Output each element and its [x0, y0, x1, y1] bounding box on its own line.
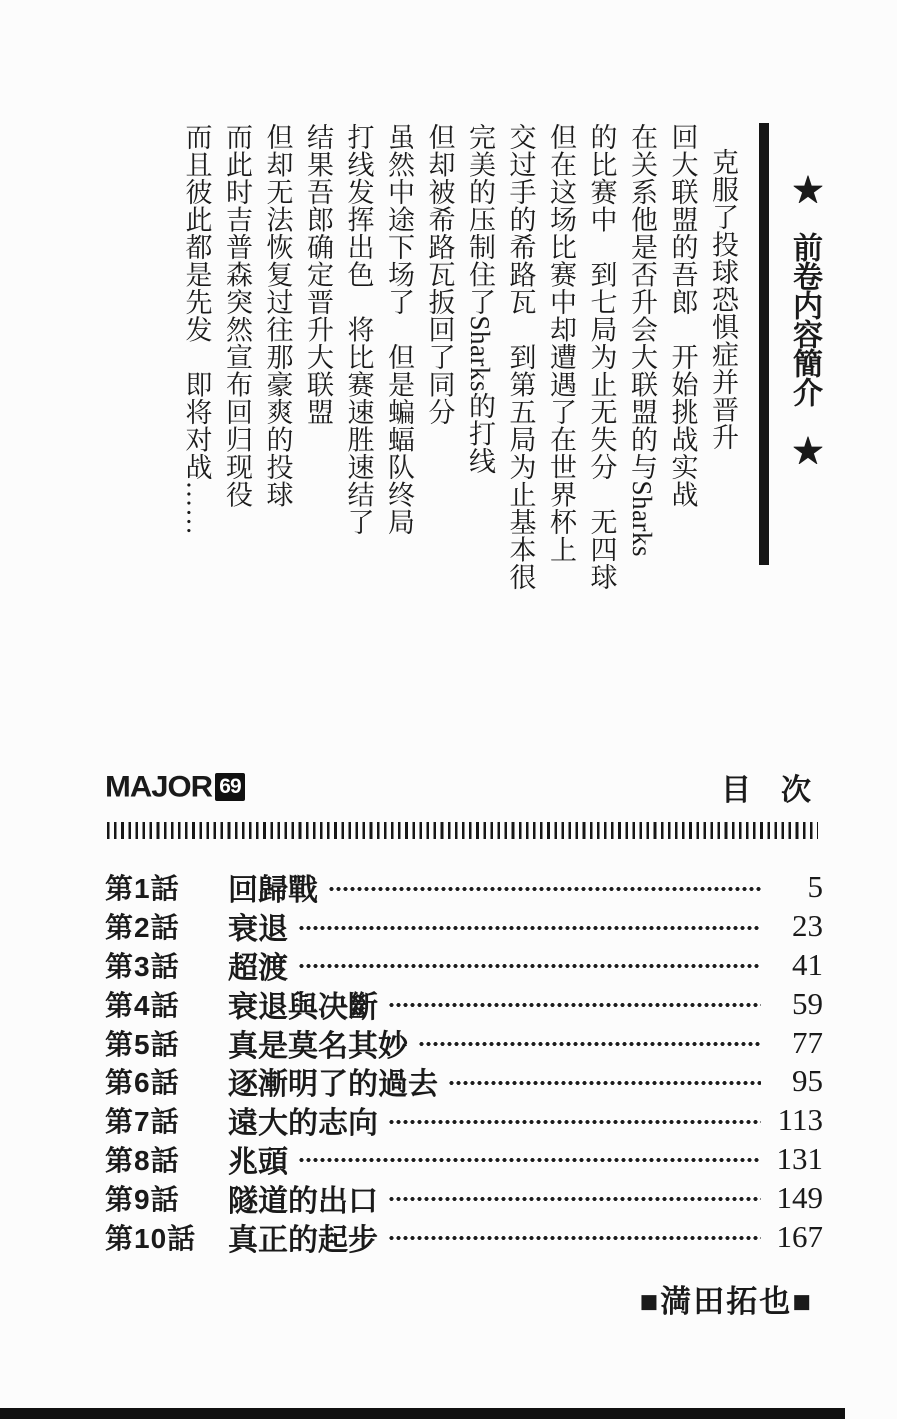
- summary-column: 但却无法恢复过往那豪爽的投球: [262, 123, 293, 508]
- summary-column: 而此时吉普森突然宣布回归现役: [222, 123, 252, 508]
- toc-row: [105, 946, 823, 985]
- summary-column: 但却被希路瓦扳回了同分: [424, 123, 455, 426]
- chapter-label: 第3話: [105, 951, 180, 982]
- series-title: MAJOR: [105, 769, 212, 804]
- summary-column: 完美的压制住了Sharks的打线: [465, 123, 495, 475]
- chapter-title: 衰退與决斷: [228, 990, 378, 1024]
- summary-column: 克服了投球恐惧症并晋升: [708, 148, 738, 451]
- chapter-label: 第8話: [105, 1144, 180, 1176]
- chapter-title: 衰退: [228, 913, 288, 947]
- page-number: 5: [807, 869, 823, 905]
- summary-column: 而且彼此都是先发 即将对战……: [181, 123, 212, 536]
- chapter-label: 第10話: [105, 1222, 197, 1254]
- dot-leader: [298, 1157, 761, 1163]
- summary-column: 但在这场比赛中却遭遇了在世界杯上: [546, 123, 576, 563]
- series-logo: [105, 769, 245, 805]
- toc-row: [105, 1023, 823, 1062]
- page-number: 59: [792, 985, 823, 1021]
- chapter-label: 第1話: [105, 873, 180, 905]
- toc-row: [105, 1140, 823, 1179]
- toc-row: [105, 1178, 823, 1217]
- chapter-title: 兆頭: [228, 1145, 288, 1179]
- page-number: 95: [792, 1063, 823, 1099]
- toc-row: [105, 1062, 823, 1101]
- summary-column: 打线发挥出色 将比赛速胜速结了: [343, 123, 374, 536]
- summary-column: 结果吾郎确定晋升大联盟: [303, 123, 333, 426]
- summary-divider-bar: [759, 123, 769, 565]
- chapter-title: 真是莫名其妙: [228, 1029, 408, 1063]
- author-credit: ■満田拓也■: [639, 1284, 813, 1319]
- stripe-divider: [107, 822, 818, 839]
- page-number: 77: [792, 1024, 823, 1060]
- chapter-title: 超渡: [228, 952, 288, 985]
- page-number: 113: [777, 1102, 823, 1138]
- summary-column: 的比赛中 到七局为止无失分 无四球: [586, 123, 617, 591]
- chapter-label: 第4話: [105, 989, 180, 1021]
- chapter-title: 逐漸明了的過去: [228, 1068, 438, 1102]
- chapter-label: 第6話: [105, 1067, 180, 1099]
- dot-leader: [388, 1196, 761, 1202]
- toc-row: [105, 984, 823, 1023]
- previous-volume-summary: [176, 118, 827, 623]
- toc-row: [105, 1101, 823, 1140]
- chapter-title: 真正的起步: [228, 1223, 378, 1257]
- page-number: 131: [776, 1140, 823, 1176]
- chapter-title: 隧道的出口: [228, 1184, 378, 1218]
- dot-leader: [418, 1041, 761, 1047]
- dot-leader: [448, 1080, 761, 1086]
- summary-column: 交过手的希路瓦 到第五局为止基本很: [505, 123, 536, 591]
- page-number: 149: [776, 1179, 823, 1215]
- summary-column: 在关系他是否升会大联盟的与Sharks: [627, 123, 657, 557]
- dot-leader: [328, 886, 761, 892]
- page-number: 23: [792, 908, 823, 944]
- chapter-label: 第2話: [105, 912, 180, 944]
- dot-leader: [298, 963, 761, 969]
- toc-heading: 目 次: [721, 774, 811, 807]
- toc-row: [105, 868, 823, 907]
- page-number: 41: [792, 946, 823, 982]
- toc-row: [105, 907, 823, 946]
- chapter-label: 第5話: [105, 1028, 180, 1060]
- volume-number-badge: 69: [215, 773, 245, 801]
- chapter-title: 遠大的志向: [228, 1107, 378, 1141]
- table-of-contents: [105, 868, 823, 1256]
- logo-row: [105, 768, 823, 806]
- chapter-label: 第9話: [105, 1183, 180, 1215]
- dot-leader: [298, 925, 761, 931]
- chapter-label: 第7話: [105, 1106, 180, 1138]
- summary-column: 回大联盟的吾郎 开始挑战实战: [667, 123, 698, 508]
- summary-header: ★ 前卷内容簡介 ★: [788, 174, 821, 464]
- summary-column: 虽然中途下场了 但是蝙蝠队终局: [384, 123, 414, 536]
- chapter-title: 回歸戰: [228, 874, 318, 908]
- page-number: 167: [776, 1218, 823, 1254]
- dot-leader: [388, 1002, 761, 1008]
- toc-row: [105, 1217, 823, 1256]
- dot-leader: [388, 1235, 761, 1241]
- page-edge-bar: [0, 1408, 845, 1419]
- dot-leader: [388, 1119, 761, 1125]
